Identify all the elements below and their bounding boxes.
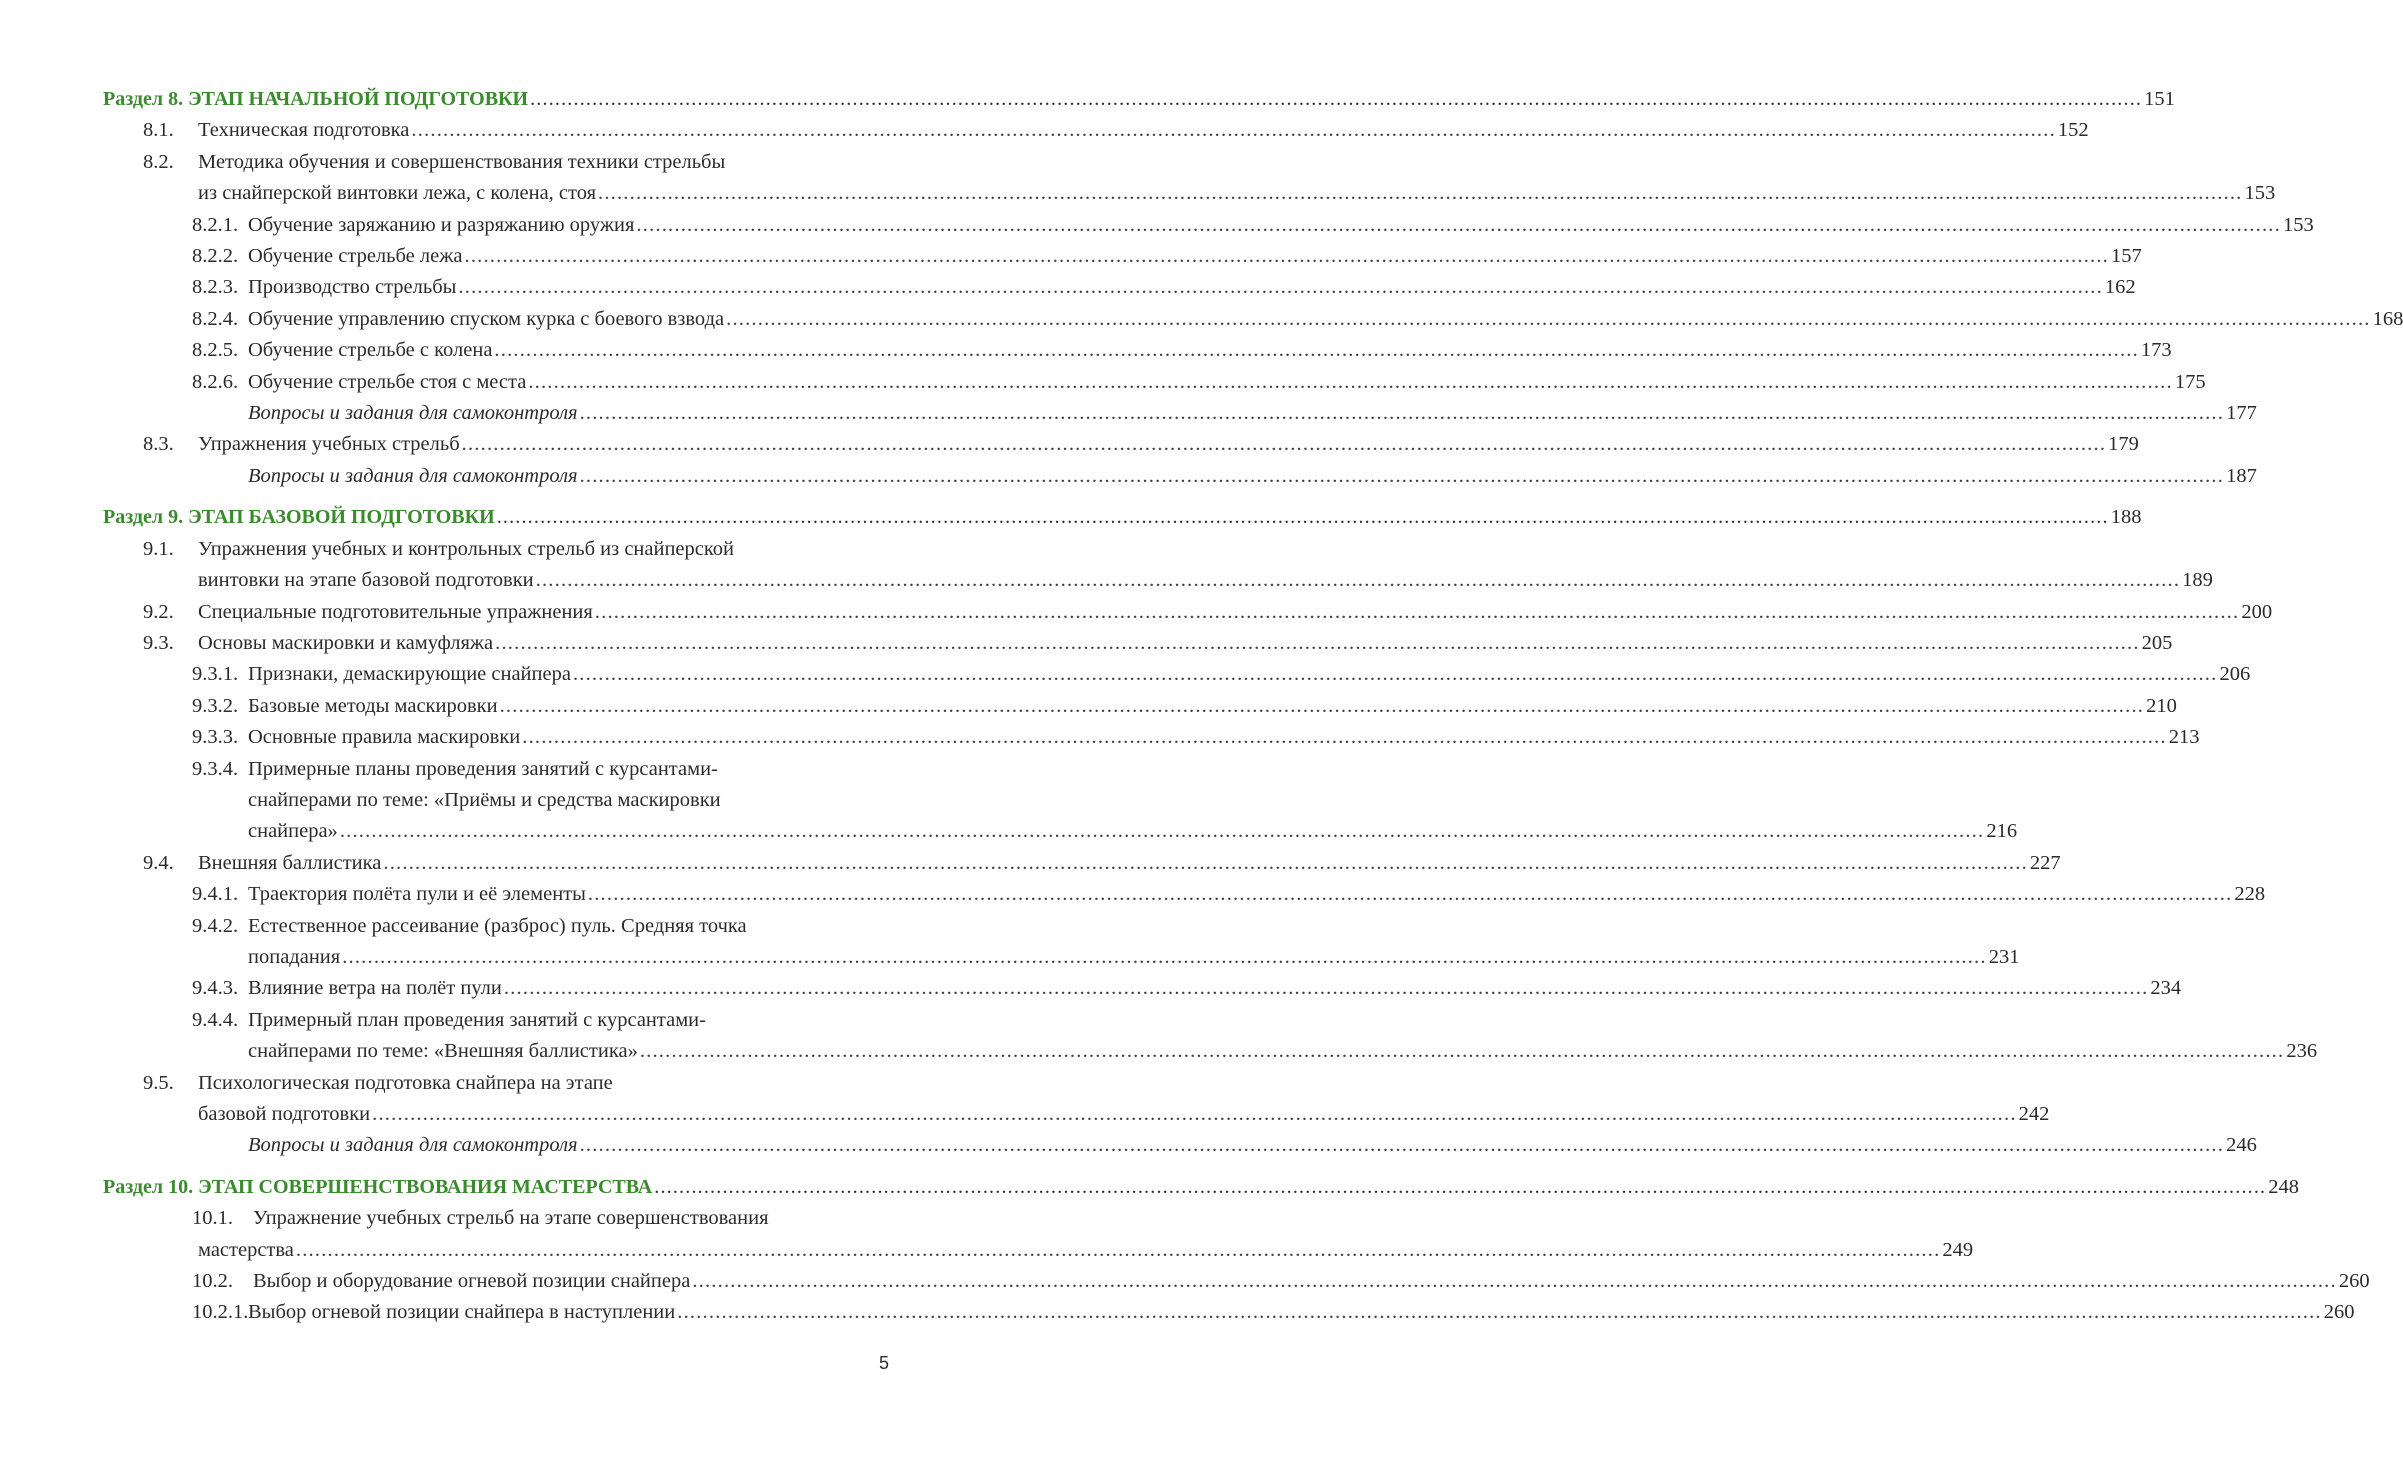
dot-leader [458, 272, 2103, 303]
toc-entry-page: 177 [2226, 402, 2257, 425]
toc-entry-title: Выбор огневой позиции снайпера в наступлении [248, 1301, 676, 1324]
toc-entry-title: Примерные планы проведения занятий с курсантами- [248, 757, 718, 780]
toc-entry-continuation [103, 565, 2213, 596]
toc-entry-number: 9.4.1. [192, 883, 239, 906]
toc-entry-number: 9.4.4. [192, 1008, 239, 1031]
toc-entry-number: 8.2.4. [192, 307, 239, 330]
toc-entry-page: 205 [2141, 631, 2173, 654]
toc-entry-title: Упражнения учебных и контрольных стрельб из снайперской [198, 537, 735, 560]
dot-leader [494, 335, 2139, 366]
table-of-contents [103, 84, 2403, 1329]
toc-entry-page: 151 [2144, 88, 2175, 110]
toc-entry-continuation [103, 942, 2020, 973]
toc-entry-page: 216 [1986, 820, 2018, 843]
toc-entry-page: 206 [2219, 663, 2251, 686]
toc-entry-title: снайперами по теме: «Внешняя баллистика» [248, 1040, 638, 1063]
toc-entry-continuation [103, 816, 2018, 847]
toc-entry-page: 249 [1942, 1238, 1974, 1261]
toc-entry-title: Вопросы и задания для самоконтроля [248, 1134, 578, 1157]
toc-entry-page: 242 [2018, 1103, 2050, 1125]
toc-entry-title: Обучение стрельбе стоя с места [248, 370, 527, 393]
toc-entry-title: попадания [248, 945, 341, 968]
toc-entry-page: 210 [2146, 694, 2177, 717]
dot-leader [588, 879, 2233, 910]
toc-entry [103, 754, 900, 785]
toc-entry-number: 8.2.2. [192, 245, 239, 268]
toc-entry-title: Вопросы и задания для самоконтроля [248, 464, 578, 487]
toc-entry-page: 179 [2108, 433, 2139, 456]
toc-entry-number: 8.2. [143, 150, 174, 173]
toc-entry-number: 8.2.1. [192, 213, 239, 236]
toc-entry-number: 9.3.1. [192, 663, 239, 686]
toc-entry [103, 911, 900, 942]
toc-entry-title: Психологическая подготовка снайпера на этапе [198, 1071, 613, 1094]
dot-leader [640, 1036, 2285, 1067]
toc-entry-page: 152 [2057, 119, 2089, 142]
toc-entry-page: 248 [2268, 1175, 2299, 1198]
toc-entry-title: снайперами по теме: «Приёмы и средства маскировки [248, 788, 721, 811]
dot-leader [495, 628, 2140, 659]
toc-entry-title: из снайперской винтовки лежа, с колена, стоя [198, 182, 596, 205]
toc-self-check-entry [103, 461, 2257, 492]
dot-leader [372, 1099, 2017, 1130]
dot-leader [465, 241, 2110, 272]
dot-leader [598, 178, 2243, 209]
toc-entry-page: 200 [2241, 600, 2273, 623]
toc-entry-number: 9.3.3. [192, 726, 239, 749]
dot-leader [497, 502, 2109, 533]
toc-entry [103, 659, 2251, 690]
toc-entry-title: Признаки, демаскирующие снайпера [248, 663, 571, 686]
toc-entry-page: 162 [2104, 276, 2136, 299]
toc-entry-page: 173 [2140, 339, 2172, 362]
dot-leader [726, 304, 2371, 335]
toc-entry [103, 1068, 900, 1099]
toc-entry-number: 8.1. [143, 119, 174, 142]
dot-leader [692, 1266, 2337, 1297]
toc-entry-title: Траектория полёта пули и её элементы [248, 883, 586, 906]
toc-entry-title: Раздел 10. ЭТАП СОВЕРШЕНСТВОВАНИЯ МАСТЕРСТВА [103, 1175, 653, 1198]
toc-section-heading [103, 84, 2175, 115]
toc-entry [103, 241, 2142, 272]
toc-entry-title: снайпера» [248, 820, 338, 843]
toc-entry [103, 1297, 2355, 1328]
toc-section-heading [103, 1172, 2299, 1203]
toc-entry-title: Обучение заряжанию и разряжанию оружия [248, 213, 635, 236]
toc-entry [103, 691, 2177, 722]
toc-entry-title: Примерный план проведения занятий с курсантами- [248, 1008, 706, 1031]
toc-entry-title: Внешняя баллистика [198, 851, 382, 874]
toc-entry-page: 246 [2226, 1134, 2257, 1157]
toc-entry-page: 187 [2226, 464, 2257, 487]
toc-entry-title: Влияние ветра на полёт пули [248, 977, 502, 1000]
dot-leader [580, 461, 2225, 492]
dot-leader [296, 1235, 1941, 1266]
toc-entry-page: 188 [2110, 506, 2142, 529]
toc-entry [103, 1203, 900, 1234]
toc-entry-number: 9.3. [143, 631, 174, 654]
toc-entry-page: 236 [2286, 1040, 2318, 1063]
dot-leader [530, 84, 2142, 115]
toc-entry-title: Обучение стрельбе лежа [248, 245, 463, 268]
dot-leader [340, 816, 1985, 847]
toc-entry-page: 168 [2372, 307, 2403, 330]
toc-entry [103, 628, 2173, 659]
dot-leader [462, 429, 2107, 460]
toc-entry-continuation [103, 785, 900, 816]
toc-entry [103, 272, 2136, 303]
toc-entry-number: 10.1. [192, 1207, 233, 1230]
toc-entry-title: Специальные подготовительные упражнения [198, 600, 593, 623]
page-number: 5 [879, 1353, 890, 1373]
toc-entry-page: 227 [2029, 851, 2061, 874]
dot-leader [573, 659, 2218, 690]
toc-entry [103, 879, 2266, 910]
toc-entry-title: Обучение стрельбе с колена [248, 339, 493, 362]
toc-entry [103, 210, 2314, 241]
toc-entry-title: Вопросы и задания для самоконтроля [248, 402, 578, 425]
toc-entry-page: 189 [2182, 569, 2213, 592]
toc-entry-page: 213 [2168, 726, 2200, 749]
toc-entry-title: Методика обучения и совершенствования техники стрельбы [198, 150, 726, 173]
toc-entry-number: 9.1. [143, 537, 174, 560]
dot-leader [383, 848, 2028, 879]
toc-entry-continuation [103, 178, 2276, 209]
toc-entry-title: Раздел 8. ЭТАП НАЧАЛЬНОЙ ПОДГОТОВКИ [103, 88, 529, 110]
dot-leader [536, 565, 2181, 596]
toc-entry-title: Основы маскировки и камуфляжа [198, 631, 494, 654]
toc-entry [103, 973, 2182, 1004]
toc-self-check-entry [103, 398, 2257, 429]
dot-leader [580, 1130, 2225, 1161]
dot-leader [580, 398, 2225, 429]
toc-entry-continuation [103, 1099, 2050, 1130]
toc-entry-page: 228 [2234, 883, 2266, 906]
toc-entry [103, 722, 2200, 753]
toc-entry-number: 8.3. [143, 433, 174, 456]
toc-entry-number: 9.2. [143, 600, 174, 623]
dot-leader [636, 210, 2281, 241]
toc-entry-number: 9.4.2. [192, 914, 239, 937]
toc-entry-title: Выбор и оборудование огневой позиции снайпера [253, 1270, 691, 1293]
toc-entry [103, 597, 2273, 628]
dot-leader [500, 691, 2145, 722]
dot-leader [528, 367, 2173, 398]
toc-entry-title: Производство стрельбы [248, 276, 457, 299]
toc-entry [103, 367, 2206, 398]
toc-entry-page: 234 [2150, 977, 2182, 1000]
dot-leader [342, 942, 1987, 973]
toc-entry-number: 8.2.5. [192, 339, 239, 362]
dot-leader [411, 115, 2056, 146]
toc-entry-title: Естественное рассеивание (разброс) пуль. Средняя точка [248, 914, 747, 937]
toc-entry [103, 304, 2403, 335]
toc-entry-title: мастерства [198, 1238, 294, 1261]
toc-entry-page: 157 [2111, 245, 2142, 268]
toc-entry-number: 9.4. [143, 851, 174, 874]
toc-section-heading [103, 502, 2142, 533]
toc-entry [103, 1266, 2370, 1297]
toc-entry-number: 8.2.3. [192, 276, 239, 299]
toc-entry-number: 9.3.4. [192, 757, 239, 780]
toc-entry-number: 9.3.2. [192, 694, 239, 717]
toc-entry-title: Раздел 9. ЭТАП БАЗОВОЙ ПОДГОТОВКИ [103, 506, 495, 529]
toc-entry-title: базовой подготовки [198, 1103, 371, 1125]
toc-entry-title: Техническая подготовка [198, 119, 410, 142]
dot-leader [654, 1172, 2266, 1203]
toc-entry-page: 175 [2174, 370, 2206, 393]
toc-entry [103, 848, 2061, 879]
toc-entry-number: 8.2.6. [192, 370, 239, 393]
toc-entry-page: 153 [2282, 213, 2314, 236]
toc-entry-title: Основные правила маскировки [248, 726, 521, 749]
toc-entry-number: 10.2.1. [192, 1301, 249, 1324]
toc-entry [103, 335, 2172, 366]
dot-leader [504, 973, 2149, 1004]
toc-entry [103, 534, 900, 565]
toc-entry-title: Обучение управлению спуском курка с боевого взвода [248, 307, 725, 330]
dot-leader [522, 722, 2167, 753]
toc-entry-continuation [103, 1036, 2318, 1067]
toc-entry [103, 147, 900, 178]
toc-entry-number: 9.4.3. [192, 977, 239, 1000]
toc-entry-number: 9.5. [143, 1071, 174, 1094]
toc-entry-title: Упражнения учебных стрельб [198, 433, 460, 456]
dot-leader [595, 597, 2240, 628]
toc-entry-title: Базовые методы маскировки [248, 694, 498, 717]
toc-entry [103, 115, 2089, 146]
toc-entry-page: 153 [2244, 182, 2276, 205]
toc-entry-page: 260 [2323, 1301, 2355, 1324]
toc-entry [103, 429, 2139, 460]
toc-entry [103, 1005, 900, 1036]
toc-entry-page: 260 [2338, 1270, 2370, 1293]
toc-entry-title: Упражнение учебных стрельб на этапе совершенствования [253, 1207, 769, 1230]
toc-entry-page: 231 [1988, 945, 2020, 968]
toc-entry-continuation [103, 1235, 1974, 1266]
dot-leader [677, 1297, 2322, 1328]
toc-self-check-entry [103, 1130, 2257, 1161]
toc-entry-number: 10.2. [192, 1270, 233, 1293]
toc-entry-title: винтовки на этапе базовой подготовки [198, 569, 534, 592]
